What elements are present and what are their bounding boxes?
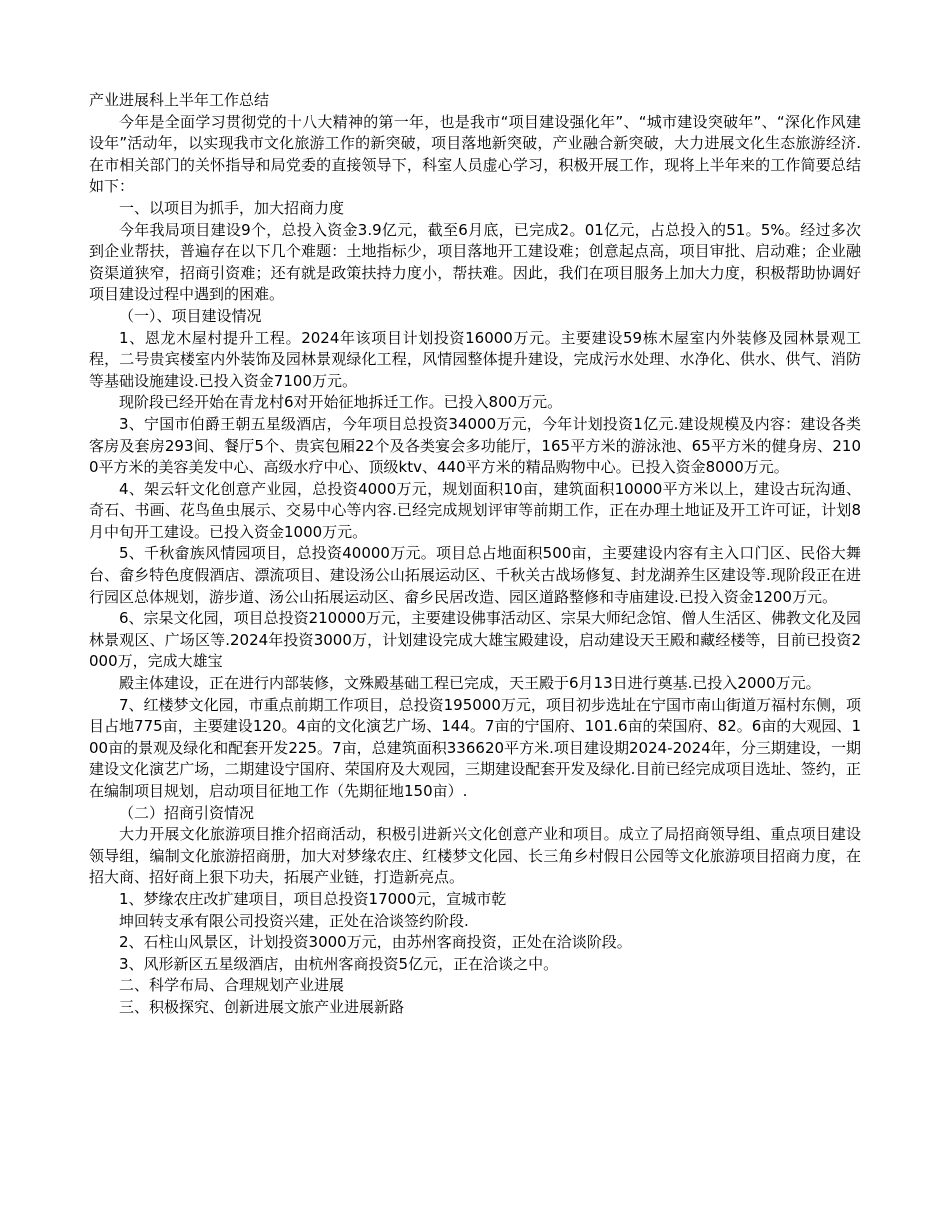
paragraph: 2、石柱山风景区，计划投资3000万元，由苏州客商投资，正处在洽谈阶段。 (119, 933, 632, 952)
paragraph: 3、宁国市伯爵王朝五星级酒店，今年项目总投资34000万元，今年计划投资1亿元.建设规模及内容：建设各类客房及套房293间、餐厅5个、贵宾包厢22个及各类宴会多功能厅，165平方米的游泳池、65平方米的健身房、2100平方米的美容美发中心、高级水疗中心、顶级ktv、440平方米的精品购物中心。已投入资金8000万元。 (89, 414, 861, 477)
paragraph: 今年我局项目建设9个，总投入资金3.9亿元，截至6月底，已完成2。01亿元，占总投入的51。5%。经过多次到企业帮扶，普遍存在以下几个难题：土地指标少，项目落地开工建设难；创意起点高，项目审批、启动难；企业融资渠道狭窄，招商引资难；还有就是政策扶持力度小，帮扶难。因此，我们在项目服务上加大力度，积极帮助协调好项目建设过程中遇到的困难。 (89, 220, 861, 304)
paragraph: 4、架云轩文化创意产业园，总投资4000万元，规划面积10亩，建筑面积10000平方米以上，建设古玩沟通、奇石、书画、花鸟鱼虫展示、交易中心等内容.已经完成规划评审等前期工作，正在办理土地证及开工许可证，计划8月中旬开工建设。已投入资金1000万元。 (89, 479, 861, 541)
paragraph: 一、以项目为抓手，加大招商力度 (119, 198, 345, 217)
paragraph: 5、千秋畲族风情园项目，总投资40000万元。项目总占地面积500亩，主要建设内容有主入口门区、民俗大舞台、畲乡特色度假酒店、漂流项目、建设汤公山拓展运动区、千秋关古战场修复、封龙湖养生区建设等.现阶段正在进行园区总体规划，游步道、汤公山拓展运动区、畲乡民居改造、园区道路整修和寺庙建设.已投入资金1200万元。 (89, 544, 861, 606)
paragraph: 殿主体建设，正在进行内部装修，文殊殿基础工程已完成，天王殿于6月13日进行奠基.已投入2000万元。 (119, 674, 821, 693)
paragraph: 现阶段已经开始在青龙村6对开始征地拆迁工作。已投入800万元。 (119, 393, 563, 412)
paragraph: 今年是全面学习贯彻党的十八大精神的第一年，也是我市“项目建设强化年”、“城市建设突破年”、“深化作风建设年”活动年，以实现我市文化旅游工作的新突破，项目落地新突破，产业融合新突破，大力进展文化生态旅游经济.在市相关部门的关怀指导和局党委的直接领导下，科室人员虚心学习，积极开展工作，现将上半年来的工作简要总结如下： (89, 112, 861, 196)
paragraph: 坤回转支承有限公司投资兴建，正处在洽谈签约阶段. (119, 911, 469, 930)
document-page (89, 90, 861, 1019)
paragraph: （一）、项目建设情况 (119, 306, 262, 325)
paragraph: 3、风形新区五星级酒店，由杭州客商投资5亿元，正在洽谈之中。 (119, 954, 559, 973)
paragraph: 1、恩龙木屋村提升工程。2024年该项目计划投资16000万元。主要建设59栋木屋室内外装修及园林景观工程，二号贵宾楼室内外装饰及园林景观绿化工程，风情园整体提升建设，完成污水处理、水净化、供水、供气、消防等基础设施建设.已投入资金7100万元。 (89, 328, 861, 390)
paragraph: 二、科学布局、合理规划产业进展 (119, 976, 345, 995)
paragraph: 7、红楼梦文化园，市重点前期工作项目，总投资195000万元，项目初步选址在宁国市南山街道万福村东侧，项目占地775亩，主要建设120。4亩的文化演艺广场、144。7亩的宁国府、101.6亩的荣国府、82。6亩的大观园、100亩的景观及绿化和配套开发225。7亩，总建筑面积336620平方米.项目建设期2024-2024年，分三期建设，一期建设文化演艺广场，二期建设宁国府、荣国府及大观园，三期建设配套开发及绿化.目前已经完成项目选址、签约，正在编制项目规划，启动项目征地工作（先期征地150亩）. (89, 695, 861, 800)
document-title: 产业进展科上半年工作总结 (89, 91, 270, 109)
paragraph: （二）招商引资情况 (119, 803, 255, 822)
paragraph: 大力开展文化旅游项目推介招商活动，积极引进新兴文化创意产业和项目。成立了局招商领导组、重点项目建设领导组，编制文化旅游招商册，加大对梦缘农庄、红楼梦文化园、长三角乡村假日公园等文化旅游项目招商力度，在招大商、招好商上狠下功夫，拓展产业链，打造新亮点。 (89, 825, 861, 887)
paragraph: 6、宗杲文化园，项目总投资210000万元，主要建设佛事活动区、宗杲大师纪念馆、僧人生活区、佛教文化及园林景观区、广场区等.2024年投资3000万，计划建设完成大雄宝殿建设，启动建设天王殿和藏经楼等，目前已投资2000万，完成大雄宝 (89, 609, 861, 671)
paragraph: 1、梦缘农庄改扩建项目，项目总投资17000元，宣城市乾 (119, 889, 507, 908)
paragraph: 三、积极探究、创新进展文旅产业进展新路 (119, 997, 405, 1016)
document-body (89, 112, 861, 1019)
